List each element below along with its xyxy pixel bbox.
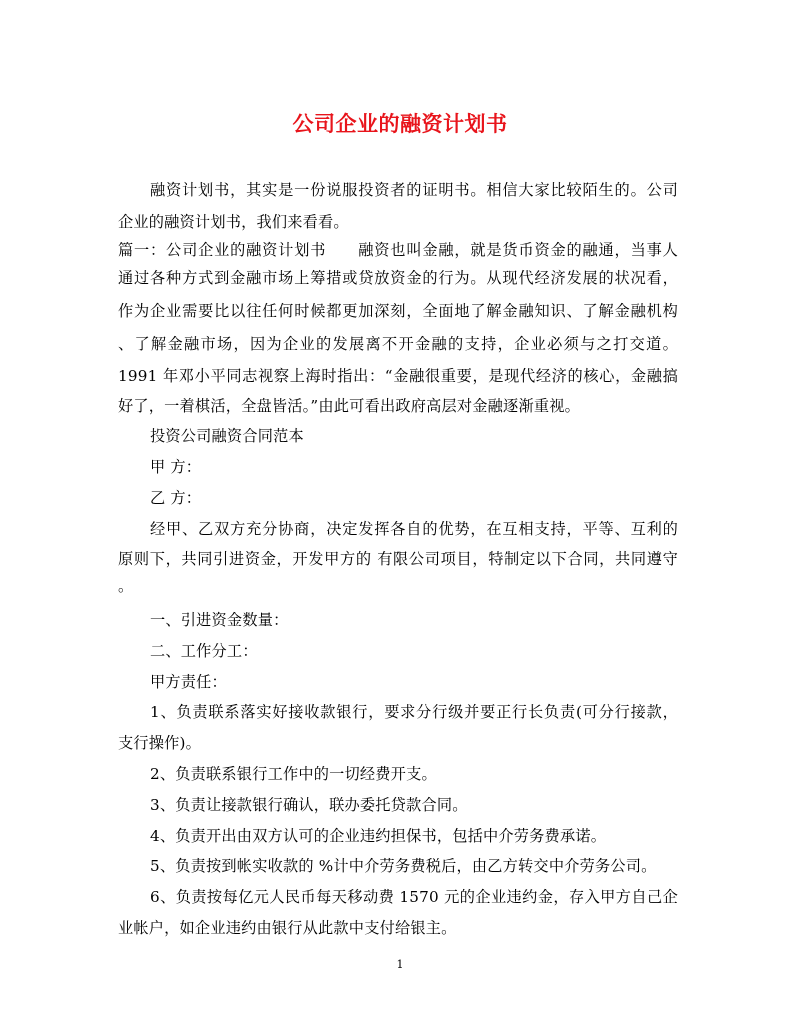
list-item: 业帐户，如企业违约由银行从此款中支付给银主。 <box>118 919 457 937</box>
paragraph-line: 企业的融资计划书，我们来看看。 <box>118 213 349 231</box>
section-heading: 二、工作分工： <box>150 642 258 660</box>
paragraph-line: 好了，一着棋活，全盘皆活。”由此可看出政府高层对金融逐渐重视。 <box>118 397 580 415</box>
page-number: 1 <box>396 958 404 971</box>
paragraph-line: 篇一：公司企业的融资计划书 融资也叫金融，就是货币资金的融通，当事人 <box>118 241 678 259</box>
list-item: 6、负责按每亿元人民币每天移动费 1570 元的企业违约金，存入甲方自己企 <box>150 888 678 906</box>
paragraph-line: 1991 年邓小平同志视察上海时指出：“金融很重要，是现代经济的核心，金融搞 <box>118 367 678 385</box>
list-item: 4、负责开出由双方认可的企业违约担保书，包括中介劳务费承诺。 <box>150 827 607 845</box>
paragraph-line: 融资计划书，其实是一份说服投资者的证明书。相信大家比较陌生的。公司 <box>150 181 678 199</box>
paragraph-line: 、了解金融市场，因为企业的发展离不开金融的支持，企业必须与之打交道。 <box>118 335 678 353</box>
list-item: 支行操作)。 <box>118 734 202 752</box>
party-b-label: 乙 方： <box>150 489 202 507</box>
section-heading: 甲方责任： <box>150 673 227 691</box>
paragraph-line: 原则下，共同引进资金，开发甲方的 有限公司项目，特制定以下合同，共同遵守 <box>118 550 678 568</box>
list-item: 3、负责让接款银行确认，联办委托贷款合同。 <box>150 796 468 814</box>
section-heading: 一、引进资金数量： <box>150 611 289 629</box>
paragraph-line: 通过各种方式到金融市场上筹措或贷放资金的行为。从现代经济发展的状况看， <box>118 269 678 287</box>
list-item: 2、负责联系银行工作中的一切经费开支。 <box>150 765 437 783</box>
paragraph-line: 经甲、乙双方充分协商，决定发挥各自的优势，在互相支持，平等、互利的 <box>150 520 678 538</box>
list-item: 1、负责联系落实好接收款银行，要求分行级并要正行长负责(可分行接款， <box>150 703 678 721</box>
paragraph-line: 作为企业需要比以往任何时候都更加深刻，全面地了解金融知识、了解金融机构 <box>118 302 678 320</box>
contract-heading: 投资公司融资合同范本 <box>150 427 304 445</box>
party-a-label: 甲 方： <box>150 458 202 476</box>
list-item: 5、负责按到帐实收款的 %计中介劳务费税后，由乙方转交中介劳务公司。 <box>150 857 657 875</box>
paragraph-line: 。 <box>118 577 134 595</box>
document-title: 公司企业的融资计划书 <box>292 111 508 136</box>
